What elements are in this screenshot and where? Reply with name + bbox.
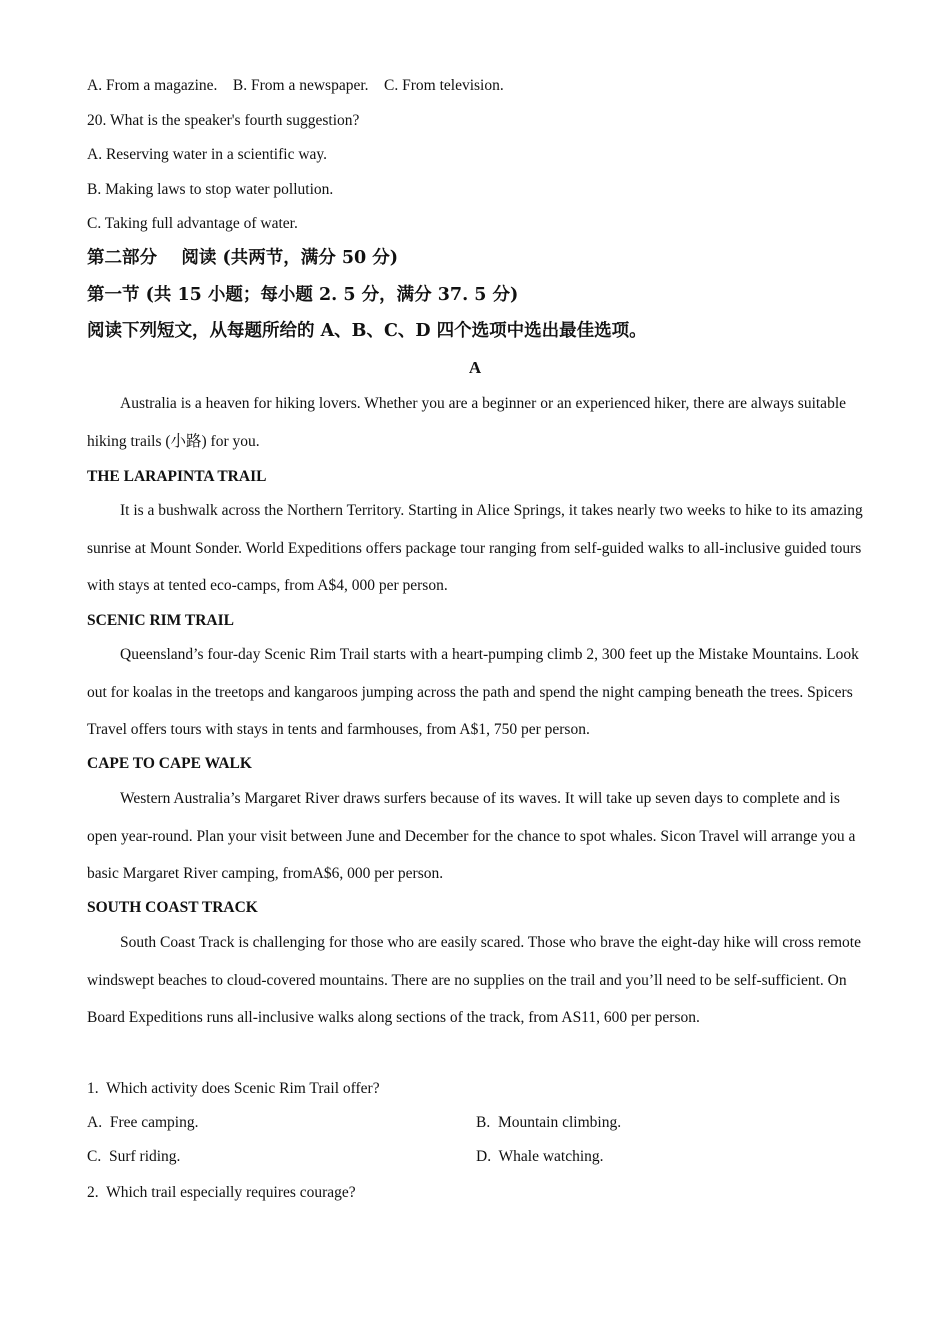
q20-option-b: B. Making laws to stop water pollution. [87,181,334,198]
q1-option-b: B. Mountain climbing. [476,1114,622,1131]
passage-label: A [468,358,482,377]
q1-options-row-1 [87,1114,863,1136]
q1-question: 1. Which activity does Scenic Rim Trail offer? [87,1080,380,1097]
q1-option-d: D. Whale watching. [476,1148,604,1165]
q1-option-a: A. Free camping. [87,1114,199,1131]
trail-heading-south-coast: SOUTH COAST TRACK [87,899,258,916]
trail-text-scenic-rim: Queensland’s four-day Scenic Rim Trail starts with a heart-pumping climb 2, 300 feet up the Mistake Mountains. Look out for koalas in the treetops and kangaroos jumping across the path and spend the night camping beneath the trees. Spicers Travel offers tours with stays in tents and farmhouses, from A$1, 750 per person. [87,646,859,738]
q20-option-a: A. Reserving water in a scientific way. [87,146,328,163]
section-title: 第二部分 阅读 (共两节，满分 50 分) [87,248,399,268]
section-instruction: 阅读下列短文，从每题所给的 A、B、C、D 四个选项中选出最佳选项。 [87,321,647,341]
passage-intro: Australia is a heaven for hiking lovers. Whether you are a beginner or an experienced hiker, there are always suitable hiking trails (小路) for you. [87,395,847,450]
trail-text-cape-to-cape: Western Australia’s Margaret River draws surfers because of its waves. It will take up seven days to complete and is open year-round. Plan your visit between June and December for the chance to spot whales. Sicon Travel will arrange you a basic Margaret River camping, fromA$6, 000 per person. [87,790,856,882]
trail-text-south-coast: South Coast Track is challenging for those who are easily scared. Those who brave the eight-day hike will cross remote windswept beaches to cloud-covered mountains. There are no supplies on the trail and you’ll need to be self-sufficient. On Board Expeditions runs all-inclusive walks along sections of the track, from AS11, 600 per person. [87,934,861,1026]
trail-heading-scenic-rim: SCENIC RIM TRAIL [87,612,234,629]
trail-text-larapinta: It is a bushwalk across the Northern Territory. Starting in Alice Springs, it takes nearly two weeks to hike to its amazing sunrise at Mount Sonder. World Expeditions offers package tour ranging from self-guided walks to all-inclusive guided tours with stays at tented eco-camps, from A$4, 000 per person. [87,502,863,594]
q2-question: 2. Which trail especially requires courage? [87,1184,356,1201]
section-subtitle: 第一节 (共 15 小题；每小题 2. 5 分，满分 37. 5 分) [87,285,519,305]
trail-heading-cape-to-cape: CAPE TO CAPE WALK [87,755,252,772]
trail-heading-larapinta: THE LARAPINTA TRAIL [87,468,267,485]
q1-options-row-2 [87,1148,863,1170]
q20-option-c: C. Taking full advantage of water. [87,215,298,232]
q1-option-c: C. Surf riding. [87,1148,181,1165]
q20-question: 20. What is the speaker's fourth suggestion? [87,112,360,129]
q19-options: A. From a magazine. B. From a newspaper. C. From television. [87,77,504,94]
